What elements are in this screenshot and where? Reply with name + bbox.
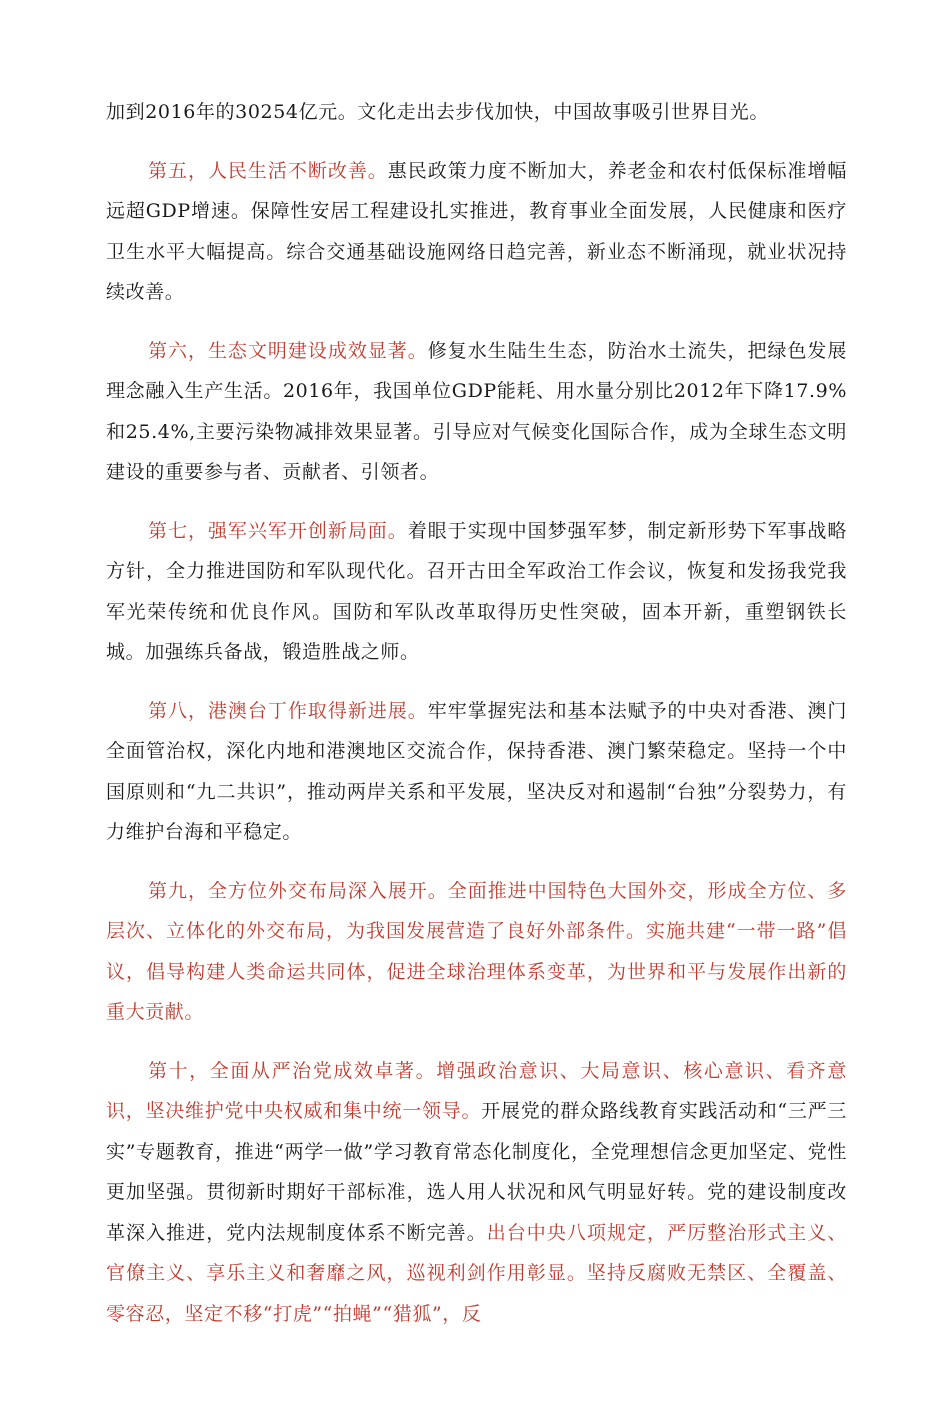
paragraph-heading: 第六，生态文明建设成效显著。 — [148, 339, 428, 362]
paragraph-heading: 第八，港澳台丁作取得新进展。 — [148, 699, 428, 722]
paragraph-2 — [106, 151, 847, 313]
paragraph-5 — [106, 691, 847, 853]
paragraph-highlight-text: 出台中央八项规定，严厉整治形式主义、官僚主义、享乐主义和奢靡之风，巡视利剑作用彰显。坚持反腐败无禁区、全覆盖、零容忍，坚定不移“打虎”“拍蝇”“猎狐”，反 — [106, 1221, 847, 1325]
paragraph-text: 开展党的群众路线教育实践活动和“三严三实”专题教育，推进“两学一做”学习教育常态化制度化，全党理想信念更加坚定、党性更加坚强。贯彻新时期好干部标准，选人用人状况和风气明显好转。党的建设制度改革深入推进，党内法规制度体系不断完善。 — [106, 1100, 847, 1244]
paragraph-text: 牢牢掌握宪法和基本法赋予的中央对香港、澳门全面管治权，深化内地和港澳地区交流合作，保持香港、澳门繁荣稳定。坚持一个中国原则和“九二共识”，推动两岸关系和平发展，坚决反对和遏制“台独”分裂势力，有力维护台海和平稳定。 — [106, 699, 847, 843]
paragraph-heading: 第七，强军兴军开创新局面。 — [148, 519, 408, 542]
paragraph-7 — [106, 1051, 847, 1335]
paragraph-text: 着眼于实现中国梦强军梦，制定新形势下军事战略方针，全力推进国防和军队现代化。召开古田全军政治工作会议，恢复和发扬我党我军光荣传统和优良作风。国防和军队改革取得历史性突破，固本开新，重塑钢铁长城。加强练兵备战，锻造胜战之师。 — [106, 519, 847, 663]
paragraph-heading: 第十，全面从严治党成效卓著。增强政治意识、大局意识、核心意识、看齐意识，坚决维护党中央权威和集中统一领导。 — [106, 1059, 847, 1122]
paragraph-3 — [106, 331, 847, 493]
paragraph-text: 修复水生陆生生态，防治水土流失，把绿色发展理念融入生产生活。2016年，我国单位GDP能耗、用水量分别比2012年下降17.9%和25.4%,主要污染物减排效果显著。引导应对气候变化国际合作，成为全球生态文明建设的重要参与者、贡献者、引领者。 — [106, 339, 847, 483]
paragraph-4 — [106, 511, 847, 673]
paragraph-heading: 第五，人民生活不断改善。 — [148, 159, 388, 182]
paragraph-6 — [106, 871, 847, 1033]
paragraph-highlight-text: 第九，全方位外交布局深入展开。全面推进中国特色大国外交，形成全方位、多层次、立体化的外交布局，为我国发展营造了良好外部条件。实施共建“一带一路”倡议，倡导构建人类命运共同体，促进全球治理体系变革，为世界和平与发展作出新的重大贡献。 — [106, 879, 847, 1023]
document-body — [106, 92, 847, 1352]
paragraph-1 — [106, 92, 847, 133]
paragraph-text: 加到2016年的30254亿元。文化走出去步伐加快，中国故事吸引世界目光。 — [106, 101, 769, 123]
paragraph-text: 惠民政策力度不断加大，养老金和农村低保标准增幅远超GDP增速。保障性安居工程建设扎实推进，教育事业全面发展，人民健康和医疗卫生水平大幅提高。综合交通基础设施网络日趋完善，新业态不断涌现，就业状况持续改善。 — [106, 159, 847, 303]
